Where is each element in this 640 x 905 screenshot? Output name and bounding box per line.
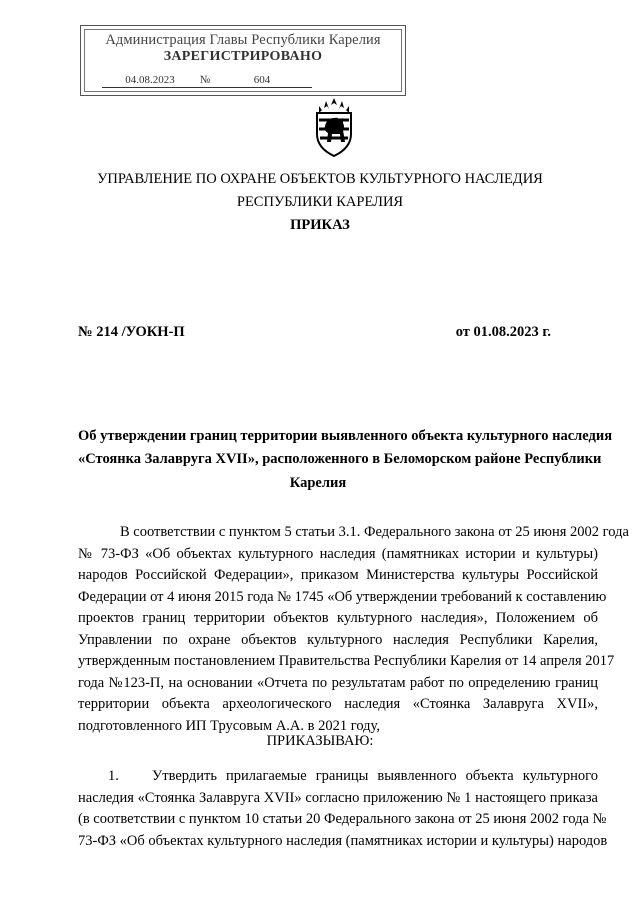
order-item-1-line: 73-ФЗ «Об объектах культурного наследия (памятниках истории и культуры) народов	[78, 832, 608, 849]
preamble-line: утвержденным постановлением Правительства Республики Карелия от 14 апреля 2017	[78, 653, 615, 669]
order-item-1	[78, 766, 608, 852]
stamp-date: 04.08.2023	[102, 74, 198, 88]
preamble-line: года №123-П, на основании «Отчета по результатам работ по определению границ	[78, 674, 598, 691]
order-item-1-first-line	[78, 766, 598, 788]
order-item-1-marker: 1.	[108, 768, 119, 784]
stamp-registered: ЗАРЕГИСТРИРОВАНО	[163, 49, 323, 64]
preamble-line: Управлении по охране объектов культурного наследия Республики Карелия,	[78, 631, 598, 648]
order-directive-word: ПРИКАЗЫВАЮ:	[266, 733, 374, 749]
preamble-line: № 73-ФЗ «Об объектах культурного наследия (памятниках истории и культуры)	[78, 545, 598, 562]
document-type: ПРИКАЗ	[290, 217, 350, 233]
authority-name-line1: УПРАВЛЕНИЕ ПО ОХРАНЕ ОБЪЕКТОВ КУЛЬТУРНОГО НАСЛЕДИЯ	[97, 171, 543, 187]
preamble-line: подготовленного ИП Трусовым А.А. в 2021 году,	[78, 717, 380, 734]
stamp-number: 604	[212, 74, 312, 88]
preamble-line: проектов границ территории объектов культурного наследия», Положением об	[78, 610, 598, 626]
preamble-line: В соответствии с пунктом 5 статьи 3.1. Федерального закона от 25 июня 2002 года	[120, 524, 629, 540]
order-title-line: Об утверждении границ территории выявленного объекта культурного наследия	[78, 428, 613, 444]
order-item-1-line: (в соответствии с пунктом 10 статьи 20 Федерального закона от 25 июня 2002 года №	[78, 811, 607, 827]
karelia-coat-of-arms-icon	[310, 96, 358, 158]
preamble-paragraph	[78, 522, 629, 737]
order-date: от 01.08.2023 г.	[455, 324, 551, 340]
stamp-number-sign: №	[199, 74, 211, 86]
stamp-registration-line	[102, 74, 312, 88]
preamble-line: народов Российской Федерации», приказом Министерства культуры Российской	[78, 567, 598, 583]
preamble-line: Федерации от 4 июня 2015 года № 1745 «Об утверждении требований к составлению	[78, 588, 607, 605]
order-title-line: Карелия	[289, 475, 347, 491]
registration-stamp	[80, 25, 406, 96]
stamp-organization: Администрация Главы Республики Карелия	[105, 32, 381, 48]
order-title-line: «Стоянка Залавруга XVII», расположенного в Беломорском районе Республики	[78, 451, 602, 467]
preamble-line: территории объекта археологического наследия «Стоянка Залавруга XVII»,	[78, 696, 598, 712]
order-number: № 214 /УОКН-П	[78, 324, 185, 340]
order-item-1-line: наследия «Стоянка Залавруга XVII» согласно приложению № 1 настоящего приказа	[78, 789, 598, 806]
authority-name-line2: РЕСПУБЛИКИ КАРЕЛИЯ	[236, 194, 404, 210]
order-item-1-text-start: Утвердить прилагаемые границы выявленного объекта культурного	[152, 768, 598, 784]
